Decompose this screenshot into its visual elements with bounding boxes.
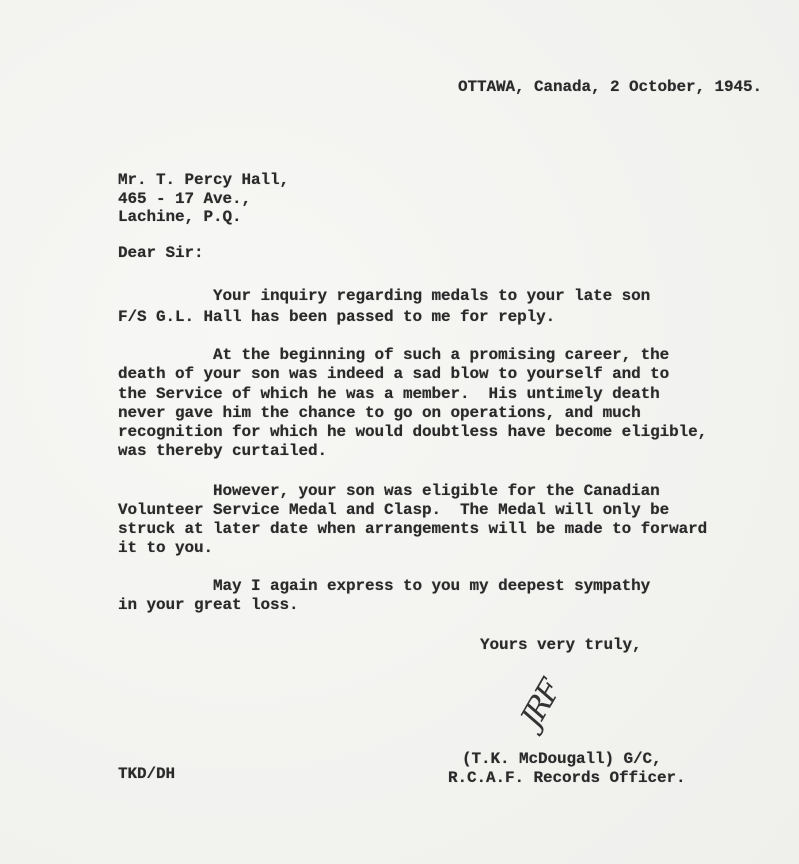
paragraph-line: May I again express to you my deepest sympathy	[118, 577, 651, 595]
address-line: 465 - 17 Ave.,	[118, 190, 252, 208]
paragraph-line: death of your son was indeed a sad blow to yourself and to	[118, 365, 670, 383]
handwritten-initials: JRF	[514, 675, 568, 734]
closing: Yours very truly,	[480, 636, 642, 654]
salutation: Dear Sir:	[118, 244, 204, 262]
paragraph-line: At the beginning of such a promising career, the	[118, 346, 670, 364]
paragraph-line: struck at later date when arrangements will be made to forward	[118, 520, 708, 538]
signatory-name: (T.K. McDougall) G/C,	[462, 750, 662, 768]
paragraph-line: never gave him the chance to go on operations, and much	[118, 404, 641, 422]
paragraph-line: in your great loss.	[118, 596, 299, 614]
paragraph-line: However, your son was eligible for the Canadian	[118, 482, 660, 500]
signatory-title: R.C.A.F. Records Officer.	[448, 769, 686, 787]
paragraph-line: was thereby curtailed.	[118, 442, 328, 460]
dateline: OTTAWA, Canada, 2 October, 1945.	[458, 78, 763, 96]
paragraph-line: Your inquiry regarding medals to your late son	[118, 287, 651, 305]
address-line: Mr. T. Percy Hall,	[118, 171, 290, 189]
paragraph-line: recognition for which he would doubtless have become eligible,	[118, 423, 708, 441]
paragraph-line: Volunteer Service Medal and Clasp. The Medal will only be	[118, 501, 670, 519]
paragraph-line: it to you.	[118, 539, 214, 557]
reference-initials: TKD/DH	[118, 765, 176, 783]
paragraph-line: the Service of which he was a member. His untimely death	[118, 385, 660, 403]
paragraph-line: F/S G.L. Hall has been passed to me for reply.	[118, 308, 556, 326]
address-line: Lachine, P.Q.	[118, 208, 242, 226]
